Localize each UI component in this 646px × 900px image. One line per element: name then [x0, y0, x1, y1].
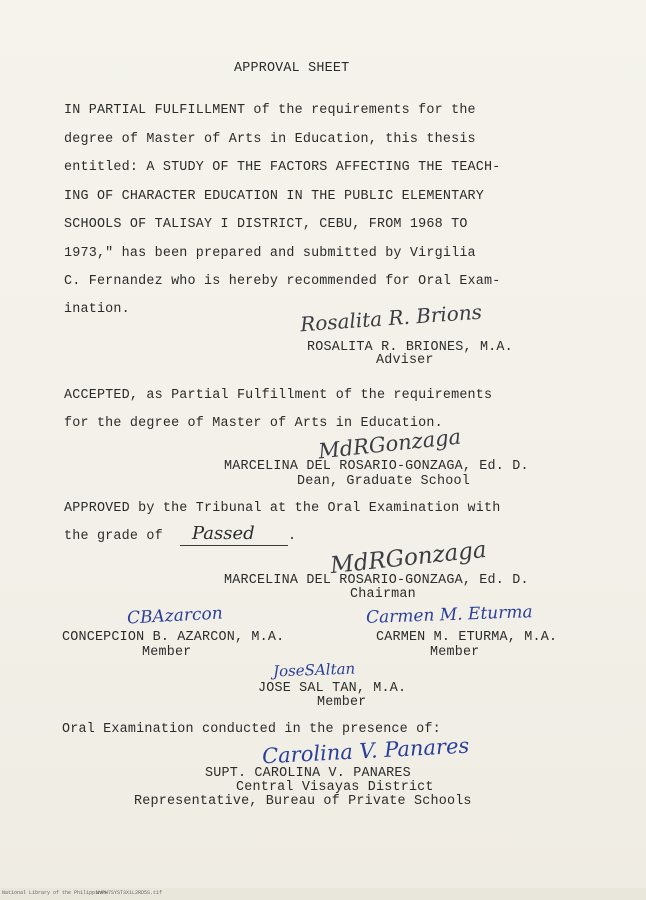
body-line: 1973," has been prepared and submitted by Virgilia — [64, 246, 476, 261]
grade-period: . — [288, 529, 297, 544]
grade-value: Passed — [192, 523, 255, 544]
supt-name: SUPT. CAROLINA V. PANARES — [205, 766, 411, 781]
footer-right: WVPH7SYST3X1L2RD5S.tif — [96, 890, 163, 896]
accepted-line: ACCEPTED, as Partial Fulfillment of the requirements — [64, 388, 493, 403]
adviser-role: Adviser — [376, 353, 434, 368]
member2-role: Member — [430, 645, 480, 660]
member3-name: JOSE SAL TAN, M.A. — [258, 681, 407, 696]
approved-line: the grade of — [64, 529, 163, 544]
briones-signature: Rosalita R. Brions — [299, 299, 483, 337]
page-title: APPROVAL SHEET — [234, 61, 350, 76]
supt-district: Central Visayas District — [236, 780, 434, 795]
approved-line: APPROVED by the Tribunal at the Oral Examination with — [64, 501, 501, 516]
body-line: ING OF CHARACTER EDUCATION IN THE PUBLIC ELEMENTARY — [64, 189, 485, 204]
body-line: SCHOOLS OF TALISAY I DISTRICT, CEBU, FROM 1968 TO — [64, 217, 468, 232]
dean-name: MARCELINA DEL ROSARIO-GONZAGA, Ed. D. — [224, 459, 529, 474]
supt-representative: Representative, Bureau of Private Schools — [134, 794, 472, 809]
panares-signature: Carolina V. Panares — [261, 733, 470, 769]
body-line: ination. — [64, 302, 130, 317]
member1-role: Member — [142, 645, 192, 660]
eturma-signature: Carmen M. Eturma — [365, 602, 533, 628]
footer-left: National Library of the Philippines — [2, 890, 108, 896]
member1-name: CONCEPCION B. AZARCON, M.A. — [62, 630, 285, 645]
body-line: IN PARTIAL FULFILLMENT of the requirements for the — [64, 103, 476, 118]
body-line: degree of Master of Arts in Education, this thesis — [64, 132, 476, 147]
presence-line: Oral Examination conducted in the presence of: — [62, 722, 441, 737]
azarcon-signature: CBAzarcon — [126, 603, 224, 629]
saltan-signature: JoseSAltan — [272, 659, 356, 681]
body-line: entitled: A STUDY OF THE FACTORS AFFECTING THE TEACH- — [64, 160, 501, 175]
member3-role: Member — [317, 695, 367, 710]
dean-role: Dean, Graduate School — [297, 474, 470, 489]
body-line: C. Fernandez who is hereby recommended for Oral Exam- — [64, 274, 501, 289]
chairman-role: Chairman — [350, 587, 416, 602]
adviser-name: ROSALITA R. BRIONES, M.A. — [307, 340, 513, 355]
gonzaga-dean-signature: MdRGonzaga — [317, 424, 463, 464]
grade-underline — [180, 545, 288, 546]
archive-footer — [0, 888, 646, 900]
gonzaga-chair-signature: MdRGonzaga — [329, 536, 488, 580]
member2-name: CARMEN M. ETURMA, M.A. — [376, 630, 558, 645]
accepted-line: for the degree of Master of Arts in Education. — [64, 416, 443, 431]
chairman-name: MARCELINA DEL ROSARIO-GONZAGA, Ed. D. — [224, 573, 529, 588]
